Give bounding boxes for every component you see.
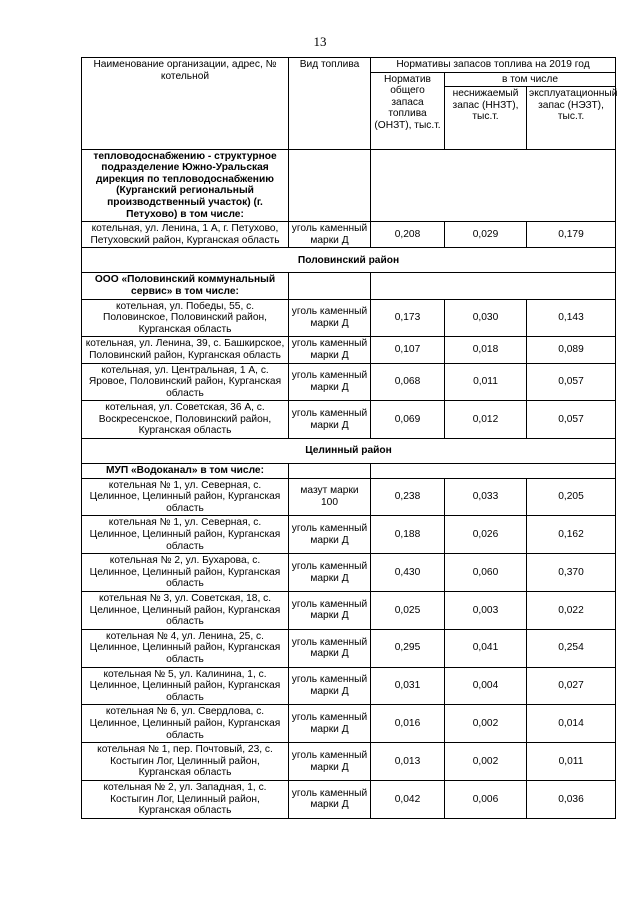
onzt-value: 0,107 xyxy=(371,337,445,363)
fuel-type: уголь каменный марки Д xyxy=(289,667,371,705)
table-row xyxy=(82,705,616,743)
onzt-value: 0,430 xyxy=(371,554,445,592)
empty-cell xyxy=(289,149,371,222)
empty-cell xyxy=(289,273,371,299)
nnzt-value: 0,002 xyxy=(445,705,527,743)
header-nnzt: неснижаемый запас (ННЗТ), тыс.т. xyxy=(445,87,527,149)
fuel-type: уголь каменный марки Д xyxy=(289,222,371,248)
header-group: Нормативы запасов топлива на 2019 год xyxy=(371,58,616,73)
boiler-name: котельная № 2, ул. Бухарова, с. Целинное, Целинный район, Курганская область xyxy=(82,554,289,592)
boiler-name: котельная № 1, пер. Почтовый, 23, с. Костыгин Лог, Целинный район, Курганская область xyxy=(82,743,289,781)
nnzt-value: 0,018 xyxy=(445,337,527,363)
nezt-value: 0,014 xyxy=(527,705,616,743)
header-fuel: Вид топлива xyxy=(289,58,371,150)
boiler-name: котельная № 3, ул. Советская, 18, с. Целинное, Целинный район, Курганская область xyxy=(82,592,289,630)
nezt-value: 0,179 xyxy=(527,222,616,248)
fuel-type: уголь каменный марки Д xyxy=(289,554,371,592)
nezt-value: 0,089 xyxy=(527,337,616,363)
onzt-value: 0,031 xyxy=(371,667,445,705)
boiler-name: котельная, ул. Советская, 36 А, с. Воскресенское, Половинский район, Курганская область xyxy=(82,401,289,439)
table-row xyxy=(82,401,616,439)
boiler-name: котельная № 4, ул. Ленина, 25, с. Целинное, Целинный район, Курганская область xyxy=(82,629,289,667)
nezt-value: 0,011 xyxy=(527,743,616,781)
nezt-value: 0,057 xyxy=(527,363,616,401)
onzt-value: 0,188 xyxy=(371,516,445,554)
table-row xyxy=(82,629,616,667)
nnzt-value: 0,029 xyxy=(445,222,527,248)
table-row xyxy=(82,743,616,781)
boiler-name: котельная № 6, ул. Свердлова, с. Целинное, Целинный район, Курганская область xyxy=(82,705,289,743)
fuel-type: уголь каменный марки Д xyxy=(289,363,371,401)
district-section-row xyxy=(82,439,616,464)
fuel-type: уголь каменный марки Д xyxy=(289,516,371,554)
table-row xyxy=(82,299,616,337)
boiler-name: котельная, ул. Победы, 55, с. Половинское, Половинский район, Курганская область xyxy=(82,299,289,337)
fuel-type: уголь каменный марки Д xyxy=(289,299,371,337)
header-name: Наименование организации, адрес, № котельной xyxy=(82,58,289,150)
boiler-name: котельная № 5, ул. Калинина, 1, с. Целинное, Целинный район, Курганская область xyxy=(82,667,289,705)
onzt-value: 0,069 xyxy=(371,401,445,439)
nezt-value: 0,162 xyxy=(527,516,616,554)
boiler-name: котельная № 2, ул. Западная, 1, с. Костыгин Лог, Целинный район, Курганская область xyxy=(82,780,289,818)
nezt-value: 0,254 xyxy=(527,629,616,667)
nnzt-value: 0,030 xyxy=(445,299,527,337)
empty-cell xyxy=(289,464,371,479)
nnzt-value: 0,011 xyxy=(445,363,527,401)
nezt-value: 0,022 xyxy=(527,592,616,630)
organization-row xyxy=(82,464,616,479)
header-nezt: эксплуатационный запас (НЭЗТ), тыс.т. xyxy=(527,87,616,149)
fuel-type: уголь каменный марки Д xyxy=(289,337,371,363)
onzt-value: 0,068 xyxy=(371,363,445,401)
organization-row xyxy=(82,149,616,222)
nnzt-value: 0,003 xyxy=(445,592,527,630)
header-onzt: Норматив общего запаса топлива (ОНЗТ), тыс.т. xyxy=(371,72,445,149)
table-row xyxy=(82,592,616,630)
nnzt-value: 0,002 xyxy=(445,743,527,781)
table-row xyxy=(82,667,616,705)
nnzt-value: 0,060 xyxy=(445,554,527,592)
table-row xyxy=(82,337,616,363)
nezt-value: 0,143 xyxy=(527,299,616,337)
onzt-value: 0,016 xyxy=(371,705,445,743)
nnzt-value: 0,041 xyxy=(445,629,527,667)
nnzt-value: 0,026 xyxy=(445,516,527,554)
nezt-value: 0,057 xyxy=(527,401,616,439)
fuel-type: уголь каменный марки Д xyxy=(289,401,371,439)
onzt-value: 0,025 xyxy=(371,592,445,630)
fuel-type: уголь каменный марки Д xyxy=(289,743,371,781)
fuel-norms-table xyxy=(81,57,616,819)
table-row xyxy=(82,478,616,516)
onzt-value: 0,013 xyxy=(371,743,445,781)
table-row xyxy=(82,222,616,248)
table-body xyxy=(82,149,616,818)
table-row xyxy=(82,516,616,554)
boiler-name: котельная, ул. Центральная, 1 А, с. Яровое, Половинский район, Курганская область xyxy=(82,363,289,401)
table-row xyxy=(82,363,616,401)
district-name: Половинский район xyxy=(82,248,616,273)
nezt-value: 0,370 xyxy=(527,554,616,592)
boiler-name: котельная № 1, ул. Северная, с. Целинное, Целинный район, Курганская область xyxy=(82,478,289,516)
organization-name: тепловодоснабжению - структурное подразделение Южно-Уральская дирекция по тепловодоснабжению (Курганский региональный производственный участок) (г. Петухово) в том числе: xyxy=(82,149,289,222)
onzt-value: 0,208 xyxy=(371,222,445,248)
table-row xyxy=(82,554,616,592)
boiler-name: котельная, ул. Ленина, 1 А, г. Петухово, Петуховский район, Курганская область xyxy=(82,222,289,248)
table-header xyxy=(82,58,616,150)
nezt-value: 0,205 xyxy=(527,478,616,516)
nezt-value: 0,036 xyxy=(527,780,616,818)
onzt-value: 0,295 xyxy=(371,629,445,667)
nezt-value: 0,027 xyxy=(527,667,616,705)
table-row xyxy=(82,780,616,818)
empty-cell xyxy=(371,149,616,222)
nnzt-value: 0,012 xyxy=(445,401,527,439)
organization-row xyxy=(82,273,616,299)
nnzt-value: 0,033 xyxy=(445,478,527,516)
fuel-type: мазут марки 100 xyxy=(289,478,371,516)
organization-name: МУП «Водоканал» в том числе: xyxy=(82,464,289,479)
onzt-value: 0,238 xyxy=(371,478,445,516)
header-subgroup: в том числе xyxy=(445,72,616,87)
boiler-name: котельная, ул. Ленина, 39, с. Башкирское, Половинский район, Курганская область xyxy=(82,337,289,363)
district-section-row xyxy=(82,248,616,273)
onzt-value: 0,173 xyxy=(371,299,445,337)
empty-cell xyxy=(371,464,616,479)
fuel-type: уголь каменный марки Д xyxy=(289,629,371,667)
empty-cell xyxy=(371,273,616,299)
fuel-type: уголь каменный марки Д xyxy=(289,780,371,818)
nnzt-value: 0,006 xyxy=(445,780,527,818)
nnzt-value: 0,004 xyxy=(445,667,527,705)
onzt-value: 0,042 xyxy=(371,780,445,818)
district-name: Целинный район xyxy=(82,439,616,464)
organization-name: ООО «Половинский коммунальный сервис» в том числе: xyxy=(82,273,289,299)
fuel-type: уголь каменный марки Д xyxy=(289,705,371,743)
boiler-name: котельная № 1, ул. Северная, с. Целинное, Целинный район, Курганская область xyxy=(82,516,289,554)
page-number: 13 xyxy=(313,34,327,49)
fuel-type: уголь каменный марки Д xyxy=(289,592,371,630)
